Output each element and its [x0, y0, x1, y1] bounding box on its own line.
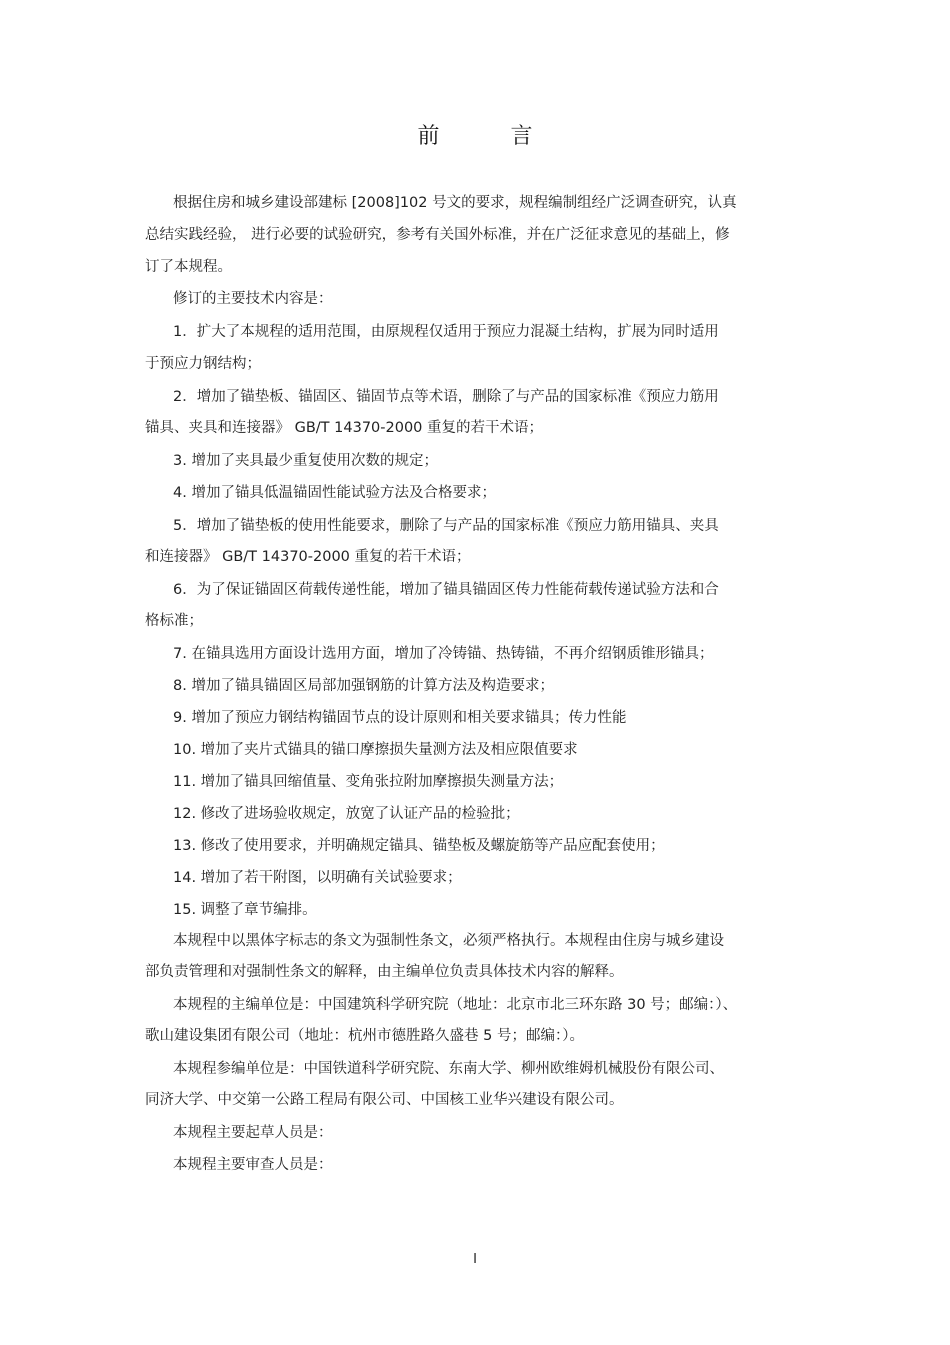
- text-line: 7. 在锚具选用方面设计选用方面，增加了冷铸锚、热铸锚，不再介绍钢质锥形锚具；: [173, 646, 714, 662]
- text-line: 总结实践经验， 进行必要的试验研究，参考有关国外标准，并在广泛征求意见的基础上，修: [145, 227, 730, 243]
- text-line: 15. 调整了章节编排。: [173, 902, 317, 918]
- text-line: 歌山建设集团有限公司（地址：杭州市德胜路久盛巷 5 号；邮编：）。: [145, 1028, 584, 1044]
- document-title: 前 言: [417, 124, 565, 149]
- page-number: I: [473, 1252, 477, 1267]
- text-line: 本规程中以黑体字标志的条文为强制性条文，必须严格执行。本规程由住房与城乡建设: [173, 933, 724, 949]
- text-line: 锚具、夹具和连接器》 GB/T 14370-2000 重复的若干术语；: [145, 420, 544, 436]
- text-line: 3. 增加了夹具最少重复使用次数的规定；: [173, 453, 438, 469]
- text-line: 12. 修改了进场验收规定，放宽了认证产品的检验批；: [173, 806, 520, 822]
- text-line: 本规程主要起草人员是：: [173, 1125, 333, 1141]
- text-line: 修订的主要技术内容是：: [173, 291, 333, 307]
- text-line: 11. 增加了锚具回缩值量、变角张拉附加摩擦损失测量方法；: [173, 774, 564, 790]
- text-line: 于预应力钢结构；: [145, 356, 261, 372]
- text-line: 和连接器》 GB/T 14370-2000 重复的若干术语；: [145, 549, 471, 565]
- text-line: 本规程主要审查人员是：: [173, 1157, 333, 1173]
- text-line: 10. 增加了夹片式锚具的锚口摩擦损失量测方法及相应限值要求: [173, 742, 578, 758]
- text-line: 5．增加了锚垫板的使用性能要求，删除了与产品的国家标准《预应力筋用锚具、夹具: [173, 518, 719, 534]
- text-line: 13. 修改了使用要求，并明确规定锚具、锚垫板及螺旋筋等产品应配套使用；: [173, 838, 665, 854]
- text-line: 本规程的主编单位是：中国建筑科学研究院（地址：北京市北三环东路 30 号；邮编：）、: [173, 997, 738, 1013]
- text-line: 8. 增加了锚具锚固区局部加强钢筋的计算方法及构造要求；: [173, 678, 554, 694]
- text-line: 6．为了保证锚固区荷载传递性能，增加了锚具锚固区传力性能荷载传递试验方法和合: [173, 582, 719, 598]
- text-line: 1．扩大了本规程的适用范围，由原规程仅适用于预应力混凝土结构，扩展为同时适用: [173, 324, 719, 340]
- text-line: 4. 增加了锚具低温锚固性能试验方法及合格要求；: [173, 485, 496, 501]
- text-line: 部负责管理和对强制性条文的解释，由主编单位负责具体技术内容的解释。: [145, 964, 624, 980]
- text-line: 2．增加了锚垫板、锚固区、锚固节点等术语，删除了与产品的国家标准《预应力筋用: [173, 389, 719, 405]
- text-line: 本规程参编单位是：中国铁道科学研究院、东南大学、柳州欧维姆机械股份有限公司、: [173, 1061, 724, 1077]
- text-line: 订了本规程。: [145, 259, 232, 275]
- text-line: 格标准；: [145, 613, 203, 629]
- text-line: 9. 增加了预应力钢结构锚固节点的设计原则和相关要求锚具；传力性能: [173, 710, 627, 726]
- text-line: 同济大学、中交第一公路工程局有限公司、中国核工业华兴建设有限公司。: [145, 1092, 624, 1108]
- text-line: 根据住房和城乡建设部建标 [2008]102 号文的要求，规程编制组经广泛调查研究，认真: [173, 195, 737, 211]
- text-line: 14. 增加了若干附图，以明确有关试验要求；: [173, 870, 462, 886]
